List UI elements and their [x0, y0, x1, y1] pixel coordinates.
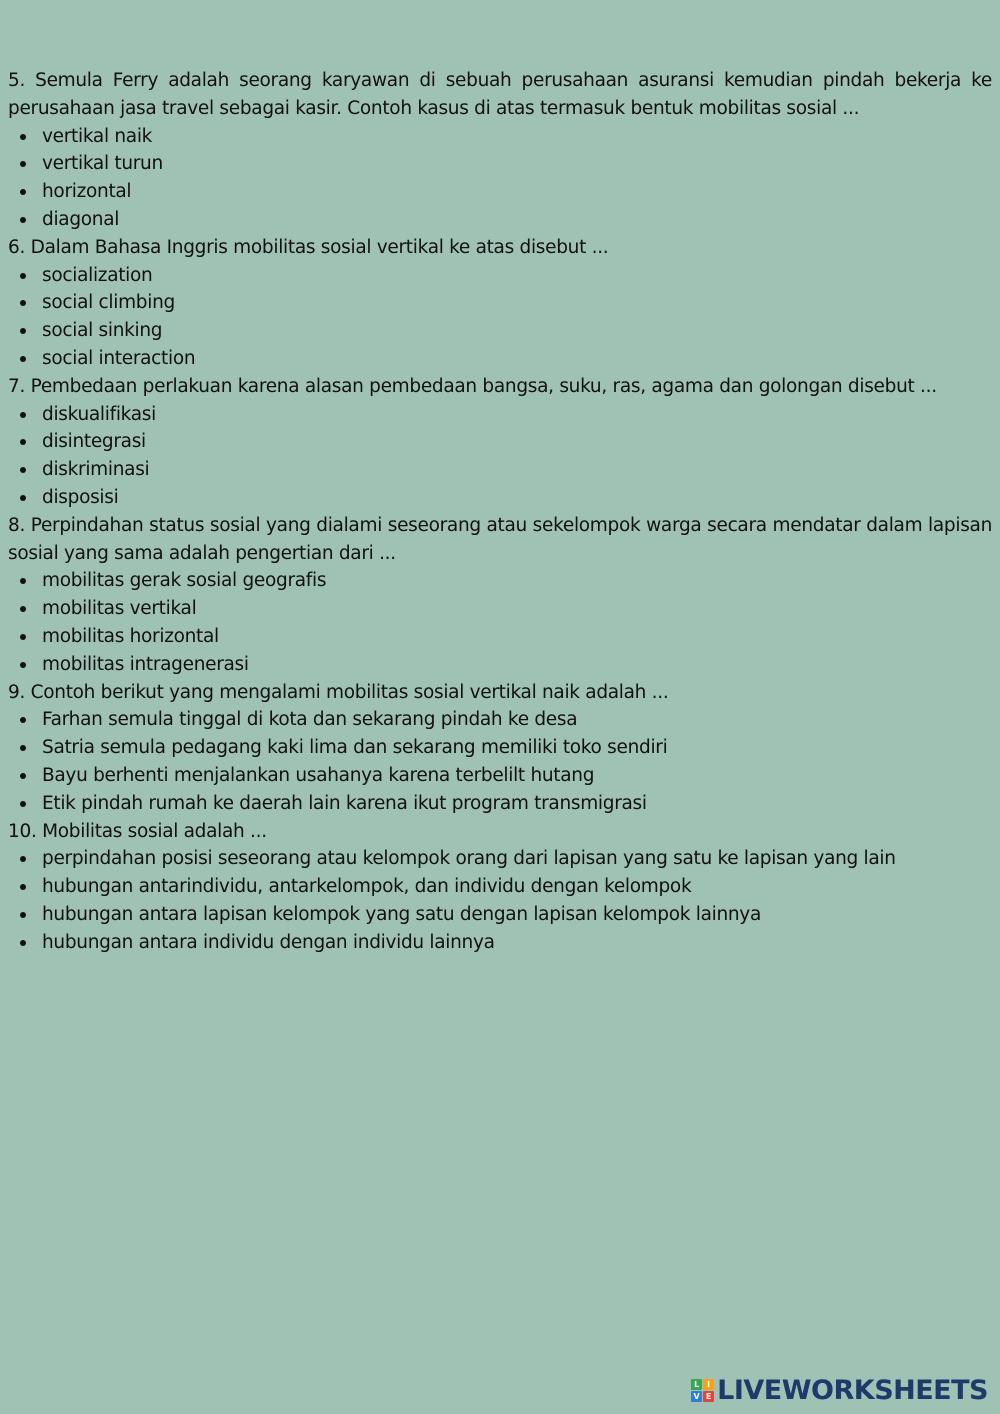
option-label: diskriminasi [42, 459, 150, 481]
bullet-icon [20, 634, 26, 640]
logo-mark-icon [691, 1379, 714, 1402]
option-label: hubungan antarindividu, antarkelompok, dan individu dengan kelompok [42, 876, 692, 898]
bullet-icon [20, 606, 26, 612]
question-text: 7. Pembedaan perlakuan karena alasan pembedaan bangsa, suku, ras, agama dan golongan disebut ... [8, 375, 937, 397]
answer-option[interactable] [8, 401, 992, 429]
option-label: diskualifikasi [42, 403, 156, 425]
answer-option[interactable] [8, 317, 992, 345]
worksheet-content [8, 67, 992, 957]
logo-cell: L [691, 1379, 702, 1390]
answer-options [8, 262, 992, 373]
option-label: vertikal turun [42, 153, 163, 175]
bullet-icon [20, 662, 26, 668]
answer-option[interactable] [8, 484, 992, 512]
option-label: Satria semula pedagang kaki lima dan sekarang memiliki toko sendiri [42, 737, 668, 759]
bullet-icon [20, 940, 26, 946]
bullet-icon [20, 412, 26, 418]
answer-option[interactable] [8, 901, 992, 929]
option-label: Etik pindah rumah ke daerah lain karena ikut program transmigrasi [42, 792, 647, 814]
option-label: social sinking [42, 320, 163, 342]
answer-options [8, 401, 992, 512]
logo-cell: I [703, 1379, 714, 1390]
answer-option[interactable] [8, 262, 992, 290]
option-label: hubungan antara individu dengan individu lainnya [42, 931, 495, 953]
bullet-icon [20, 745, 26, 751]
answer-option[interactable] [8, 150, 992, 178]
answer-option[interactable] [8, 456, 992, 484]
bullet-icon [20, 356, 26, 362]
answer-option[interactable] [8, 873, 992, 901]
question-5 [8, 67, 992, 234]
answer-option[interactable] [8, 929, 992, 957]
logo-text: LIVEWORKSHEETS [717, 1375, 988, 1406]
answer-option[interactable] [8, 178, 992, 206]
answer-option[interactable] [8, 762, 992, 790]
bullet-icon [20, 439, 26, 445]
question-10 [8, 818, 992, 957]
option-label: mobilitas horizontal [42, 625, 219, 647]
logo-cell: V [691, 1391, 702, 1402]
answer-option[interactable] [8, 206, 992, 234]
answer-option[interactable] [8, 706, 992, 734]
answer-options [8, 123, 992, 234]
answer-option[interactable] [8, 651, 992, 679]
question-text: 8. Perpindahan status sosial yang dialami seseorang atau sekelompok warga secara mendatar dalam lapisan sosial yang sama adalah pengertian dari ... [8, 514, 992, 564]
question-text: 9. Contoh berikut yang mengalami mobilitas sosial vertikal naik adalah ... [8, 681, 669, 703]
question-text: 5. Semula Ferry adalah seorang karyawan di sebuah perusahaan asuransi kemudian pindah bekerja ke perusahaan jasa travel sebagai kasir. Contoh kasus di atas termasuk bentuk mobilitas sosial ... [8, 70, 992, 119]
option-label: vertikal naik [42, 125, 153, 147]
bullet-icon [20, 467, 26, 473]
liveworksheets-logo [691, 1375, 988, 1406]
option-label: diagonal [42, 208, 120, 230]
answer-option[interactable] [8, 734, 992, 762]
bullet-icon [20, 884, 26, 890]
option-label: disposisi [42, 486, 119, 508]
answer-option[interactable] [8, 428, 992, 456]
question-9 [8, 679, 992, 818]
answer-options [8, 845, 992, 956]
logo-cell: E [703, 1391, 714, 1402]
bullet-icon [20, 189, 26, 195]
question-text: 6. Dalam Bahasa Inggris mobilitas sosial vertikal ke atas disebut ... [8, 236, 609, 258]
bullet-icon [20, 912, 26, 918]
bullet-icon [20, 217, 26, 223]
option-label: hubungan antara lapisan kelompok yang satu dengan lapisan kelompok lainnya [42, 903, 761, 925]
answer-option[interactable] [8, 289, 992, 317]
bullet-icon [20, 134, 26, 140]
bullet-icon [20, 495, 26, 501]
option-label: perpindahan posisi seseorang atau kelompok orang dari lapisan yang satu ke lapisan yang lain [42, 848, 896, 870]
answer-option[interactable] [8, 790, 992, 818]
bullet-icon [20, 273, 26, 279]
option-label: social climbing [42, 292, 175, 314]
option-label: mobilitas vertikal [42, 598, 197, 620]
bullet-icon [20, 773, 26, 779]
bullet-icon [20, 328, 26, 334]
option-label: Farhan semula tinggal di kota dan sekarang pindah ke desa [42, 709, 578, 731]
answer-option[interactable] [8, 845, 992, 873]
question-8 [8, 512, 992, 679]
question-text: 10. Mobilitas sosial adalah ... [8, 820, 267, 842]
option-label: mobilitas gerak sosial geografis [42, 570, 327, 592]
question-7 [8, 373, 992, 512]
bullet-icon [20, 717, 26, 723]
bullet-icon [20, 578, 26, 584]
answer-option[interactable] [8, 623, 992, 651]
answer-option[interactable] [8, 595, 992, 623]
answer-option[interactable] [8, 123, 992, 151]
answer-options [8, 706, 992, 817]
question-6 [8, 234, 992, 373]
option-label: socialization [42, 264, 153, 286]
option-label: disintegrasi [42, 431, 146, 453]
answer-option[interactable] [8, 345, 992, 373]
option-label: social interaction [42, 347, 196, 369]
bullet-icon [20, 161, 26, 167]
answer-option[interactable] [8, 567, 992, 595]
bullet-icon [20, 801, 26, 807]
option-label: horizontal [42, 181, 132, 203]
answer-options [8, 567, 992, 678]
bullet-icon [20, 300, 26, 306]
option-label: Bayu berhenti menjalankan usahanya karena terbelilt hutang [42, 764, 595, 786]
option-label: mobilitas intragenerasi [42, 653, 249, 675]
bullet-icon [20, 856, 26, 862]
